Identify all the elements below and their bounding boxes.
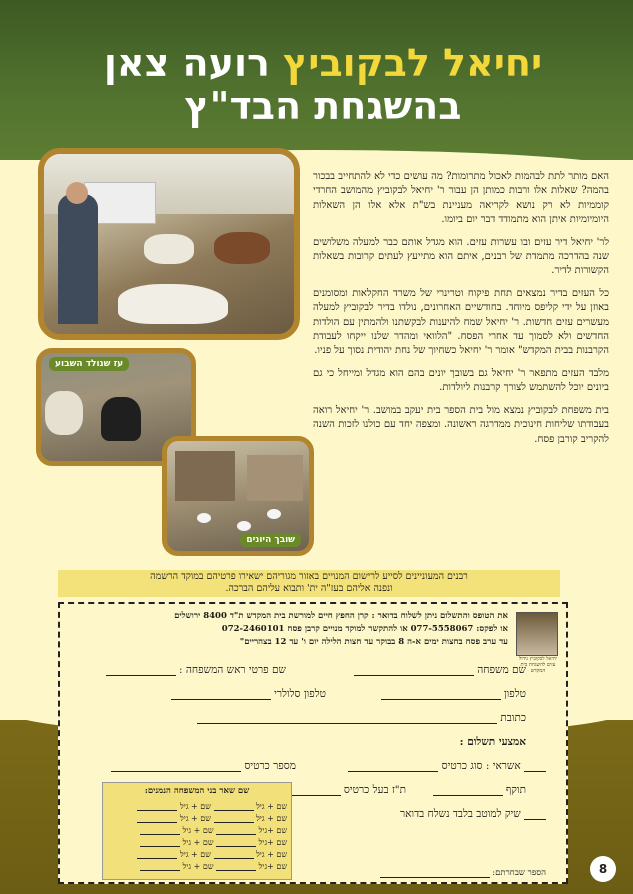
family-line[interactable]	[137, 811, 177, 823]
phone-line[interactable]	[381, 688, 501, 700]
family-cell: שם +גיל	[258, 826, 287, 835]
credit-type-label: אשראי : סוג כרטיס	[441, 760, 521, 772]
goat-shape	[118, 284, 228, 324]
family-cell: שם + גיל	[256, 802, 287, 811]
farmer-head	[66, 182, 88, 204]
cage-shape	[175, 451, 235, 501]
mobile-line[interactable]	[171, 688, 271, 700]
paragraph: כל העזים בדיר נמצאים תחת פיקוח וטרינרי של משרד החקלאות ומסומנים באוזן על ידי קליפס מיוחד. בחודשיים האחרונים, נולדו בדיר לבקוביץ למעלה מעשרים עזים חדשות. ר' יחיאל שמח להיענות לבקשתנו ולהמתין עם הולדות החדשים ולא לסמוך עד אחרי הפסח. "הלוואי ומהדר שלנו ייקחו לעבודת הקרבנות בבית המקדש" אומר ר' יחיאל כשחיוך של נחת יהודית נסוך על פניו.	[313, 287, 609, 357]
last-name-label: שם משפחה	[477, 664, 526, 676]
family-row[interactable]	[109, 811, 287, 823]
family-line[interactable]	[214, 799, 254, 811]
card-number-label: מספר כרטיס	[244, 760, 296, 772]
credit-type-field[interactable]	[348, 760, 546, 772]
instruction-line: או לפקס: 077-5558067 או להתקשר למוקד מנויים קרבן פסח 072-2460101	[221, 624, 508, 634]
family-cell: שם + גיל	[180, 850, 211, 859]
first-name-line[interactable]	[106, 664, 176, 676]
title-role: רועה צאן	[103, 41, 270, 85]
notice-line: רבנים המעוניינים לסייע לרישום המנויים באזור מגוריהם ישאירו פרטיהם במוקד הרשמה	[150, 571, 468, 582]
photo-caption: עז שנולד השבוע	[49, 357, 129, 371]
instruction-line: עד ערב פסח בחצות ימים א-ה 8 בבוקר עד חצות הלילה יום ו' עד 12 בצהריים"	[239, 637, 508, 647]
family-cell: שם + גיל	[180, 802, 211, 811]
payment-method-label: אמצעי תשלום :	[459, 736, 526, 748]
family-cell: שם + גיל	[182, 838, 214, 847]
receipt-line[interactable]	[380, 866, 490, 878]
paragraph: מלבד העזים מתפאר ר' יחיאל גם בשובך יונים בהם הוא מגדל ומייחל כי גם ביונים יוכל להשתמש לצורך קרבנות ליולדות.	[313, 367, 609, 394]
registration-form	[58, 602, 568, 884]
expiry-label: תוקף	[505, 784, 526, 796]
article-body	[313, 170, 609, 455]
dove-shape	[267, 509, 281, 519]
owner-id-label: ת"ז בעל כרטיס	[343, 784, 406, 796]
family-members-box	[102, 782, 292, 880]
family-cell: שם + גיל	[182, 862, 214, 871]
cheque-field[interactable]	[400, 808, 546, 820]
dovecote-photo	[162, 436, 314, 556]
family-line[interactable]	[216, 835, 256, 847]
mobile-field[interactable]	[171, 688, 326, 700]
title-subtitle: בהשגחת הבד"ץ	[184, 83, 462, 128]
last-name-line[interactable]	[354, 664, 474, 676]
instruction-line: את הטופס והתשלום ניתן לשלוח בדואר : קרן החפץ חיים למורשת בית המקדש ת"ד 8400 ירושלים	[174, 611, 508, 621]
family-line[interactable]	[140, 859, 180, 871]
mobile-label: טלפון סלולרי	[274, 688, 326, 700]
family-cell: שם + גיל	[256, 850, 287, 859]
photo-caption: שובך היונים	[240, 533, 301, 547]
card-number-line[interactable]	[111, 760, 241, 772]
goat-shape	[144, 234, 194, 264]
notice-line: ונפנה אליהם בעז"ה ית' ותבוא עליהם הברכה.	[225, 583, 393, 594]
family-line[interactable]	[140, 835, 180, 847]
dove-shape	[237, 521, 251, 531]
family-line[interactable]	[140, 823, 180, 835]
form-instructions	[118, 610, 508, 649]
family-line[interactable]	[214, 811, 254, 823]
family-cell: שם +גיל	[258, 838, 287, 847]
article-title	[43, 42, 603, 127]
first-name-label: שם פרטי ראש המשפחה :	[179, 664, 286, 676]
family-cell: שם +גיל	[258, 862, 287, 871]
paragraph: בית משפחת לבקוביץ נמצא מול בית הספר בית יעקב במושב. ר' יחיאל רואה בעבודתו שליחות חינוכית ממדרגה ראשונה. ומצפה יחד עם כולנו לזכות השנה להקריב קורבן פסח.	[313, 404, 609, 445]
family-cell: שם + גיל	[256, 814, 287, 823]
receipt-field[interactable]	[380, 866, 546, 878]
goat-shape	[45, 391, 83, 435]
family-row[interactable]	[109, 847, 287, 859]
portrait-photo	[516, 612, 558, 656]
card-number-field[interactable]	[111, 760, 296, 772]
goat-shape	[214, 232, 270, 264]
phone-field[interactable]	[381, 688, 526, 700]
cheque-label: שיק למוטב בלבד נשלח בדואר	[399, 808, 521, 820]
family-row[interactable]	[109, 835, 287, 847]
family-line[interactable]	[137, 847, 177, 859]
credit-check-line[interactable]	[524, 760, 546, 772]
phone-label: טלפון	[503, 688, 526, 700]
family-row[interactable]	[109, 859, 287, 871]
credit-type-line[interactable]	[348, 760, 438, 772]
family-line[interactable]	[216, 859, 256, 871]
paragraph: האם מותר לתת לבהמות לאכול מתרומות? מה עושים כדי לא להתחייב בבכור בהמה? שאלות אלו ורבות כמותן הן עבור ר' יחיאל לבקוביץ מהמושב החרדי קוממיות לא רק נושא לקריאה מעניינת בש"ת אלא אלו הן השאלות היומיומיות איתן הוא מתמודד דבר יום ביומו.	[313, 171, 609, 226]
cheque-check-line[interactable]	[524, 808, 546, 820]
family-line[interactable]	[214, 847, 254, 859]
portrait-caption: יחיאל לבקוביץ גידול עזים להשגחת בית המקדש	[518, 656, 558, 674]
expiry-line[interactable]	[433, 784, 503, 796]
address-field[interactable]	[197, 712, 526, 724]
title-name: יחיאל לבקוביץ	[283, 41, 543, 85]
family-line[interactable]	[137, 799, 177, 811]
family-row[interactable]	[109, 799, 287, 811]
first-name-field[interactable]	[106, 664, 286, 676]
expiry-field[interactable]	[433, 784, 527, 796]
receipt-label: הספר שבחרתם:	[492, 868, 546, 878]
paragraph: לר' יחיאל דיר עזים ובו עשרות עזים. הוא מגדל אותם כבר למעלה משלושים שנה בהדרכה מתמדת של רבנים, איתם הוא מתייעץ לעתים קרובות בשאלות הקשורות לדיר.	[313, 236, 609, 277]
address-label: כתובת	[500, 712, 526, 724]
family-cell: שם + גיל	[180, 814, 211, 823]
family-cell: שם + גיל	[182, 826, 214, 835]
last-name-field[interactable]	[354, 664, 526, 676]
goat-pen-photo	[38, 148, 300, 340]
family-line[interactable]	[216, 823, 256, 835]
family-row[interactable]	[109, 823, 287, 835]
dove-shape	[197, 513, 211, 523]
cage-shape	[247, 455, 303, 501]
farmer-figure	[58, 194, 98, 324]
address-line[interactable]	[197, 712, 497, 724]
page-number: 8	[590, 856, 616, 882]
rabbis-notice	[58, 570, 560, 597]
family-box-header: שם שאר בני המשפחה הנמנים:	[144, 786, 250, 796]
kid-goat-shape	[101, 397, 141, 441]
